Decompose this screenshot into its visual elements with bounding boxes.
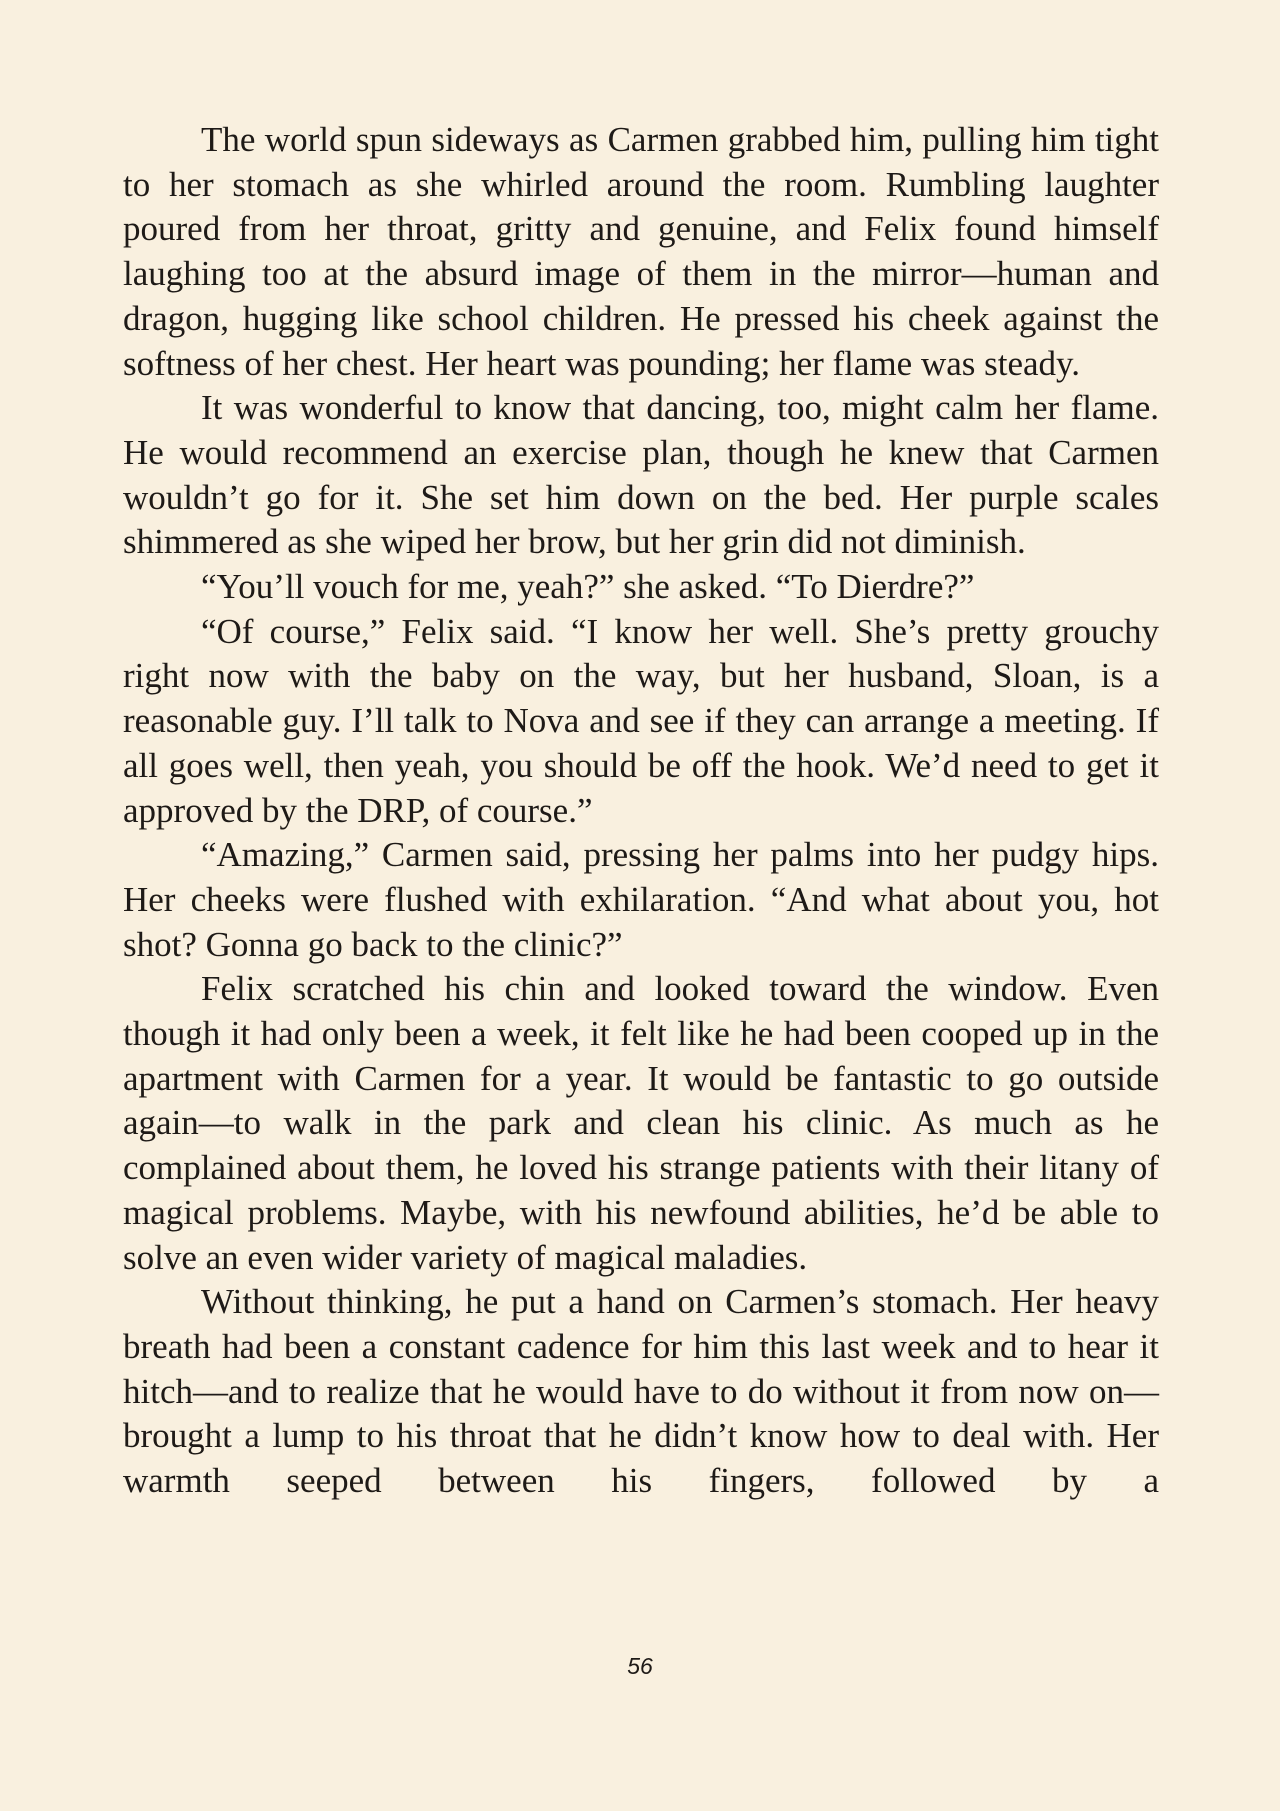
paragraph: “You’ll vouch for me, yeah?” she asked. “To Dierdre?” — [201, 567, 975, 607]
paragraph: “Of course,” Felix said. “I know her well. She’s pretty grouchy right now with the baby on the way, but her husband, Sloan, is a reasonable guy. I’ll talk to Nova and see if they can arrange a meeting. If all goes well, then yeah, you should be off the hook. We’d need to get it approved by the DRP, of course.” — [123, 611, 1159, 830]
page-number: 56 — [627, 1653, 653, 1679]
paragraph: It was wonderful to know that dancing, too, might calm her flame. He would recommend an exercise plan, though he knew that Carmen wouldn’t go for it. She set him down on the bed. Her purple scales shimmered as she wiped her brow, but her grin did not diminish. — [123, 388, 1159, 562]
paragraph: “Amazing,” Carmen said, pressing her palms into her pudgy hips. Her cheeks were flushed with exhilaration. “And what about you, hot shot? Gonna go back to the clinic?” — [123, 835, 1159, 964]
paragraph: The world spun sideways as Carmen grabbed him, pulling him tight to her stomach as she whirled around the room. Rumbling laughter poured from her throat, gritty and genuine, and Felix found himself laughing too at the absurd image of them in the mirror—human and dragon, hugging like school children. He pressed his cheek against the softness of her chest. Her heart was pounding; her flame was steady. — [123, 120, 1159, 383]
paragraph: Without thinking, he put a hand on Carmen’s stomach. Her heavy breath had been a constant cadence for him this last week and to hear it hitch—and to realize that he would have to do without it from now on—brought a lump to his throat that he didn’t know how to deal with. Her warmth seeped between his fingers, followed by a — [123, 1282, 1159, 1501]
body-text — [123, 118, 1159, 1504]
paragraph: Felix scratched his chin and looked toward the window. Even though it had only been a week, it felt like he had been cooped up in the apartment with Carmen for a year. It would be fantastic to go outside again—to walk in the park and clean his clinic. As much as he complained about them, he loved his strange patients with their litany of magical problems. Maybe, with his newfound abilities, he’d be able to solve an even wider variety of magical maladies. — [123, 969, 1159, 1277]
